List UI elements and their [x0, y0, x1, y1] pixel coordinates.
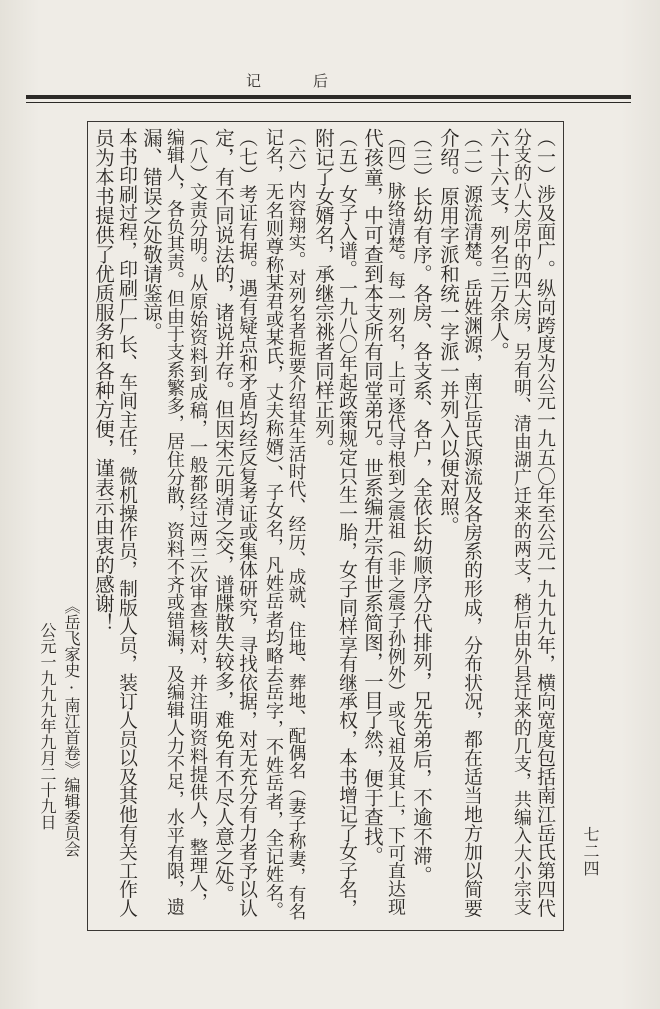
text-column: （八）文责分明。从原始资料到成稿，一般都经过两三次审查核对，并注明资料提供人，整理人， [187, 128, 208, 911]
text-column: （二）源流清楚。岳姓渊源，南江岳氏源流及各房系的形成，分布状况，都在适当地方加以简要 [461, 128, 482, 918]
text-column: （一）涉及面广。纵向跨度为公元一九五〇年至公元一九九九年，横向宽度包括南江岳氏第四代 [534, 128, 555, 918]
page-number: 七二四 [581, 826, 600, 877]
header-char-left: 记 [246, 72, 264, 90]
text-column: （四）脉络清楚。每一列名，上可逐代寻根到之震祖（非之震子孙例外）或飞祖及其上，下可直达现 [385, 128, 406, 916]
signature-org: 《岳飞家史·南江首卷》编辑委员会 [62, 598, 81, 857]
text-column: 定，有不同说法的，诸说并存。但因宋元明清之交，谱牒散失较多，难免有不尽人意之处。 [212, 128, 235, 904]
text-column: （六）内容翔实。对列名者扼要介绍其生活时代、经历、成就、住地、葬地、配偶名（妻子称妻，有名 [286, 128, 306, 920]
text-column: 附记了女婿名，承继宗祧者同样正列。 [312, 128, 335, 458]
header-rule-thin [26, 102, 631, 103]
text-column: 员为本书提供了优质服务和各种方便，谨表示由衷的感谢！ [92, 128, 115, 633]
text-column: 本书印刷过程，印刷厂厂长、车间主任，微机操作员，制版人员，装订人员以及其他有关工作人 [116, 128, 137, 918]
text-column: （七）考证有据。遇有疑点和矛盾均经反复考证或集体研究，寻找依据，对无充分有力者予以认 [236, 128, 257, 918]
text-column: 分支的八大房中的四大房，另有明、清由湖广迁来的两支，稍后由外县迁来的几支，共编入大小宗支 [511, 128, 532, 916]
text-column: 记名，无名则尊称某君或某氏，丈夫称婿）、子女名，凡姓岳者均略去岳字，不姓岳者，全记姓名。 [263, 128, 284, 920]
signature-date: 公元一九九九年九月二十九日 [38, 622, 57, 830]
text-column: 代孩童，中可查到本支所有同堂弟兄。世系编开宗有世系简图，一目了然，便于查找。 [361, 128, 384, 866]
text-column: 漏、错误之处敬请鉴谅。 [140, 128, 163, 342]
text-column: 介绍。原用字派和统一字派一并列入以便对照。 [437, 128, 460, 536]
header-rule-thick [26, 95, 631, 99]
text-column: （五）女子入谱。一九八〇年起政策规定只生一胎，女子同样享有继承权，本书增记了女子名， [336, 128, 357, 918]
text-column: （三）长幼有序。各房、各支系、各户，全依长幼顺序分代排列，兄先弟后，不逾不滞。 [410, 128, 433, 885]
text-column: 编辑人，各负其责。但由于支系繁多，居住分散，资料不齐或错漏，及编辑人力不足，水平有限，遗 [164, 128, 185, 916]
running-header [0, 70, 660, 94]
header-char-right: 后 [313, 72, 331, 90]
text-column: 六十六支，列名三万余人。 [487, 128, 510, 361]
